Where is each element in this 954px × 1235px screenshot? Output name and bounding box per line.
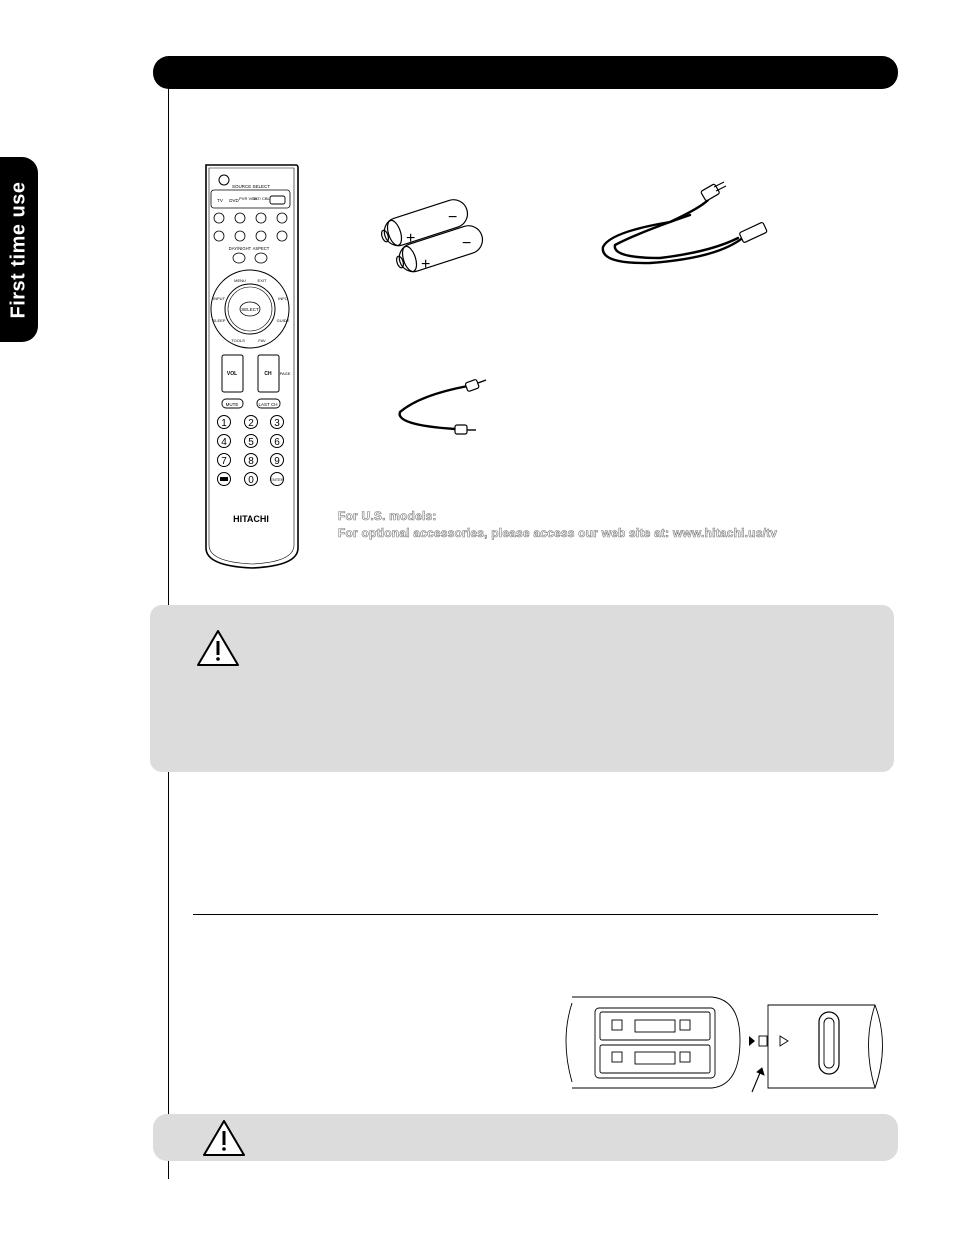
lastch-label: LAST CH — [258, 402, 278, 407]
source-tv-label: TV — [217, 198, 223, 203]
battery-minus-2: − — [462, 235, 472, 252]
digit-2: 2 — [248, 418, 254, 429]
nav-input-label: INPUT — [213, 296, 225, 301]
battery-minus-1: − — [448, 209, 458, 226]
nav-fav-label: FAV — [258, 338, 266, 343]
battery-plus-1: + — [406, 230, 416, 247]
digit-3: 3 — [274, 418, 280, 429]
mute-label: MUTE — [225, 402, 239, 407]
nav-info-label: INFO — [278, 296, 288, 301]
digit-1: 1 — [221, 418, 227, 429]
digit-9: 9 — [274, 456, 280, 467]
vol-label: VOL — [226, 371, 238, 377]
nav-guide-label: GUIDE — [276, 318, 290, 323]
digit-0: 0 — [248, 475, 254, 486]
caution-bar — [153, 1114, 898, 1161]
digit-8: 8 — [248, 456, 254, 467]
enter-label: ENTER — [270, 477, 284, 482]
select-label: SELECT — [241, 307, 259, 312]
digit-7: 7 — [221, 456, 227, 467]
nav-tools-label: TOOLS — [231, 338, 245, 343]
nav-menu-label: MENU — [234, 278, 246, 283]
daynight-label: DAY/NIGHT — [228, 246, 252, 251]
digit-5: 5 — [248, 437, 254, 448]
remote-brand: HITACHI — [233, 514, 269, 524]
warning-triangle-icon — [202, 1119, 246, 1157]
note-body: For optional accessories, please access our web site at: www.hitachi.us/tv — [338, 526, 778, 540]
aspect-label: ASPECT — [252, 246, 270, 251]
page-label: PAGE — [279, 371, 291, 376]
source-sat-label: SAT/ CBL — [252, 196, 270, 201]
battery-plus-2: + — [421, 256, 431, 273]
note-heading: For U.S. models: — [338, 509, 437, 523]
source-dvd-label: DVD — [229, 198, 239, 203]
digit-6: 6 — [274, 437, 280, 448]
source-pvr-label: PVR VCR — [239, 196, 257, 201]
ch-label: CH — [264, 371, 272, 377]
digit-4: 4 — [221, 437, 227, 448]
nav-exit-label: EXIT — [257, 278, 267, 283]
source-select-label: SOURCE SELECT — [231, 184, 271, 189]
nav-sleep-label: SLEEP — [212, 318, 226, 323]
section-tab-label: First time use — [7, 180, 30, 319]
